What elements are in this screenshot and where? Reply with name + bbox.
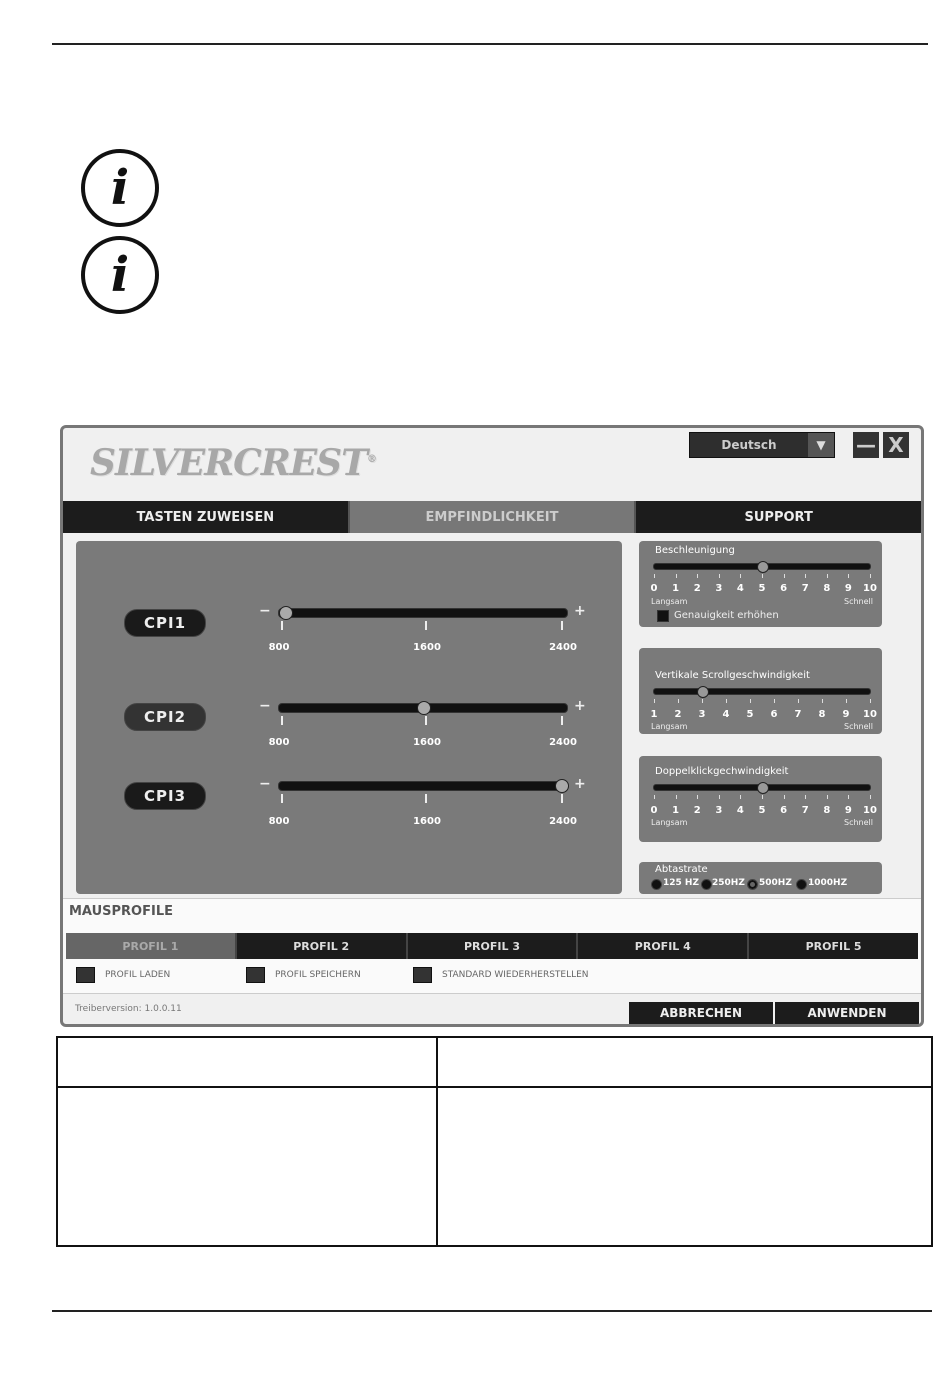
scale-tick bbox=[870, 574, 871, 578]
scale-tick bbox=[805, 795, 806, 799]
mausprofile-title: MAUSPROFILE bbox=[69, 904, 173, 919]
standard-wiederherstellen-action[interactable] bbox=[413, 967, 589, 983]
scale-label: 6 bbox=[780, 805, 788, 816]
scroll-slider-knob[interactable] bbox=[697, 686, 709, 698]
scale-tick bbox=[827, 795, 828, 799]
abtastrate-panel bbox=[639, 862, 882, 894]
cpi1-plus[interactable]: + bbox=[574, 603, 586, 619]
radio-500hz[interactable] bbox=[747, 879, 758, 890]
tab-empfindlichkeit[interactable]: EMPFINDLICHKEIT bbox=[350, 501, 637, 533]
scale-label: 4 bbox=[722, 709, 730, 720]
tick bbox=[425, 794, 427, 803]
cpi3-slider-knob[interactable] bbox=[555, 779, 569, 793]
scale-label: 10 bbox=[863, 583, 877, 594]
scroll-title: Vertikale Scrollgeschwindigkeit bbox=[655, 670, 810, 681]
minimize-button[interactable]: — bbox=[853, 432, 879, 458]
chevron-down-icon[interactable]: ▼ bbox=[808, 433, 834, 457]
tick bbox=[281, 716, 283, 725]
doppelklick-panel bbox=[639, 756, 882, 842]
tick bbox=[561, 621, 563, 630]
scale-label: 7 bbox=[801, 583, 809, 594]
scroll-fast: Schnell bbox=[844, 722, 873, 731]
scale-label: 8 bbox=[823, 583, 831, 594]
scale-tick bbox=[740, 795, 741, 799]
scale-tick bbox=[822, 699, 823, 703]
top-rule bbox=[52, 43, 928, 45]
beschleunigung-title: Beschleunigung bbox=[655, 545, 735, 556]
scale-tick bbox=[805, 574, 806, 578]
tick bbox=[561, 716, 563, 725]
scale-tick bbox=[774, 699, 775, 703]
scale-tick bbox=[678, 699, 679, 703]
cpi2-slider-knob[interactable] bbox=[417, 701, 431, 715]
cpi2-minus[interactable]: − bbox=[259, 698, 271, 714]
scale-tick bbox=[750, 699, 751, 703]
tick bbox=[561, 794, 563, 803]
scale-tick bbox=[697, 795, 698, 799]
scroll-slider[interactable] bbox=[653, 688, 871, 695]
scale-tick bbox=[697, 574, 698, 578]
scale-tick bbox=[654, 795, 655, 799]
beschleunigung-slow: Langsam bbox=[651, 597, 688, 606]
scale-label: 0 bbox=[650, 583, 658, 594]
scale-label: 9 bbox=[844, 583, 852, 594]
scale-tick bbox=[848, 574, 849, 578]
cpi3-label-max: 2400 bbox=[549, 816, 577, 827]
cancel-button[interactable]: ABBRECHEN bbox=[629, 1002, 773, 1024]
scale-tick bbox=[740, 574, 741, 578]
silvercrest-logo: SILVERCREST® bbox=[90, 442, 376, 484]
tab-profil-3[interactable]: PROFIL 3 bbox=[408, 933, 579, 959]
driver-window bbox=[60, 425, 924, 1027]
restore-icon bbox=[413, 967, 432, 983]
tab-support[interactable]: SUPPORT bbox=[636, 501, 921, 533]
cpi2-label-max: 2400 bbox=[549, 737, 577, 748]
scale-label: 1 bbox=[672, 805, 680, 816]
cpi3-plus[interactable]: + bbox=[574, 776, 586, 792]
profil-laden-action[interactable] bbox=[76, 967, 170, 983]
scale-label: 5 bbox=[758, 805, 766, 816]
tab-profil-5[interactable]: PROFIL 5 bbox=[749, 933, 918, 959]
scale-tick bbox=[719, 574, 720, 578]
scale-tick bbox=[784, 795, 785, 799]
scale-label: 6 bbox=[780, 583, 788, 594]
scale-tick bbox=[798, 699, 799, 703]
tick bbox=[425, 621, 427, 630]
info-icon: i bbox=[81, 236, 159, 314]
scale-label: 0 bbox=[650, 805, 658, 816]
scale-tick bbox=[870, 699, 871, 703]
doppelklick-slow: Langsam bbox=[651, 818, 688, 827]
cpi1-label-mid: 1600 bbox=[413, 642, 441, 653]
cpi2-label-min: 800 bbox=[268, 737, 290, 748]
scale-label: 9 bbox=[844, 805, 852, 816]
cpi2-button[interactable]: CPI2 bbox=[124, 703, 206, 731]
scale-label: 8 bbox=[818, 709, 826, 720]
info-icon: i bbox=[81, 149, 159, 227]
scale-label: 6 bbox=[770, 709, 778, 720]
scale-label: 7 bbox=[794, 709, 802, 720]
scale-tick bbox=[848, 795, 849, 799]
radio-1000hz[interactable] bbox=[796, 879, 807, 890]
standard-wiederherstellen-label: STANDARD WIEDERHERSTELLEN bbox=[442, 970, 589, 980]
scale-label: 2 bbox=[693, 805, 701, 816]
language-dropdown[interactable] bbox=[689, 432, 835, 458]
doppelklick-slider-knob[interactable] bbox=[757, 782, 769, 794]
scale-tick bbox=[846, 699, 847, 703]
cpi3-minus[interactable]: − bbox=[259, 776, 271, 792]
scale-tick bbox=[870, 795, 871, 799]
radio-500hz-label: 500HZ bbox=[759, 878, 792, 888]
scale-tick bbox=[726, 699, 727, 703]
scale-label: 2 bbox=[693, 583, 701, 594]
language-selected: Deutsch bbox=[721, 438, 777, 452]
scale-label: 1 bbox=[650, 709, 658, 720]
abtastrate-title: Abtastrate bbox=[655, 864, 708, 875]
scale-label: 10 bbox=[863, 805, 877, 816]
cpi1-minus[interactable]: − bbox=[259, 603, 271, 619]
apply-button[interactable]: ANWENDEN bbox=[775, 1002, 919, 1024]
scale-label: 3 bbox=[715, 805, 723, 816]
tick bbox=[281, 621, 283, 630]
cpi1-slider[interactable] bbox=[278, 608, 568, 618]
scale-label: 9 bbox=[842, 709, 850, 720]
radio-1000hz-label: 1000HZ bbox=[808, 878, 848, 888]
cpi3-label-mid: 1600 bbox=[413, 816, 441, 827]
scale-label: 8 bbox=[823, 805, 831, 816]
cpi1-slider-knob[interactable] bbox=[279, 606, 293, 620]
scale-tick bbox=[762, 795, 763, 799]
cpi3-label-min: 800 bbox=[268, 816, 290, 827]
genauigkeit-label: Genauigkeit erhöhen bbox=[674, 610, 779, 621]
scale-label: 5 bbox=[746, 709, 754, 720]
beschleunigung-panel bbox=[639, 541, 882, 627]
scale-tick bbox=[827, 574, 828, 578]
scale-label: 5 bbox=[758, 583, 766, 594]
scale-label: 4 bbox=[736, 805, 744, 816]
doppelklick-slider[interactable] bbox=[653, 784, 871, 791]
table-divider bbox=[436, 1038, 438, 1245]
scale-tick bbox=[719, 795, 720, 799]
scroll-slow: Langsam bbox=[651, 722, 688, 731]
scale-tick bbox=[784, 574, 785, 578]
beschleunigung-slider-knob[interactable] bbox=[757, 561, 769, 573]
bottom-rule bbox=[52, 1310, 932, 1312]
cpi-panel bbox=[76, 541, 622, 894]
scale-label: 4 bbox=[736, 583, 744, 594]
scale-tick bbox=[654, 699, 655, 703]
scale-label: 10 bbox=[863, 709, 877, 720]
doppelklick-fast: Schnell bbox=[844, 818, 873, 827]
empty-table bbox=[56, 1036, 933, 1247]
cpi3-button[interactable]: CPI3 bbox=[124, 782, 206, 810]
driver-version: Treiberversion: 1.0.0.11 bbox=[75, 1004, 182, 1014]
scale-label: 1 bbox=[672, 583, 680, 594]
cpi1-label-min: 800 bbox=[268, 642, 290, 653]
scale-label: 3 bbox=[715, 583, 723, 594]
radio-250hz-label: 250HZ bbox=[712, 878, 745, 888]
tab-tasten-zuweisen[interactable]: TASTEN ZUWEISEN bbox=[63, 501, 350, 533]
cpi1-button[interactable]: CPI1 bbox=[124, 609, 206, 637]
tick bbox=[425, 716, 427, 725]
save-icon bbox=[246, 967, 265, 983]
radio-250hz[interactable] bbox=[701, 879, 712, 890]
cpi2-plus[interactable]: + bbox=[574, 698, 586, 714]
tab-profil-4[interactable]: PROFIL 4 bbox=[578, 933, 749, 959]
cpi2-label-mid: 1600 bbox=[413, 737, 441, 748]
profil-speichern-action[interactable] bbox=[246, 967, 361, 983]
tick bbox=[281, 794, 283, 803]
scale-tick bbox=[676, 795, 677, 799]
main-tabs bbox=[63, 501, 921, 533]
beschleunigung-slider[interactable] bbox=[653, 563, 871, 570]
scale-tick bbox=[676, 574, 677, 578]
scale-label: 2 bbox=[674, 709, 682, 720]
doppelklick-title: Doppelklickgechwindigkeit bbox=[655, 766, 789, 777]
cpi1-label-max: 2400 bbox=[549, 642, 577, 653]
tab-profil-1[interactable]: PROFIL 1 bbox=[66, 933, 237, 959]
cpi3-slider[interactable] bbox=[278, 781, 568, 791]
close-button[interactable]: X bbox=[883, 432, 909, 458]
radio-125hz-label: 125 HZ bbox=[663, 878, 699, 888]
genauigkeit-checkbox[interactable] bbox=[657, 610, 669, 622]
scroll-panel bbox=[639, 648, 882, 734]
radio-125hz[interactable] bbox=[651, 879, 662, 890]
profil-laden-label: PROFIL LADEN bbox=[105, 970, 171, 980]
tab-profil-2[interactable]: PROFIL 2 bbox=[237, 933, 408, 959]
scale-tick bbox=[702, 699, 703, 703]
profile-tabs bbox=[66, 933, 918, 959]
scale-label: 3 bbox=[698, 709, 706, 720]
profil-speichern-label: PROFIL SPEICHERN bbox=[275, 970, 361, 980]
scale-tick bbox=[762, 574, 763, 578]
cpi2-slider[interactable] bbox=[278, 703, 568, 713]
scale-tick bbox=[654, 574, 655, 578]
beschleunigung-fast: Schnell bbox=[844, 597, 873, 606]
load-icon bbox=[76, 967, 95, 983]
scale-label: 7 bbox=[801, 805, 809, 816]
table-divider bbox=[58, 1086, 931, 1088]
